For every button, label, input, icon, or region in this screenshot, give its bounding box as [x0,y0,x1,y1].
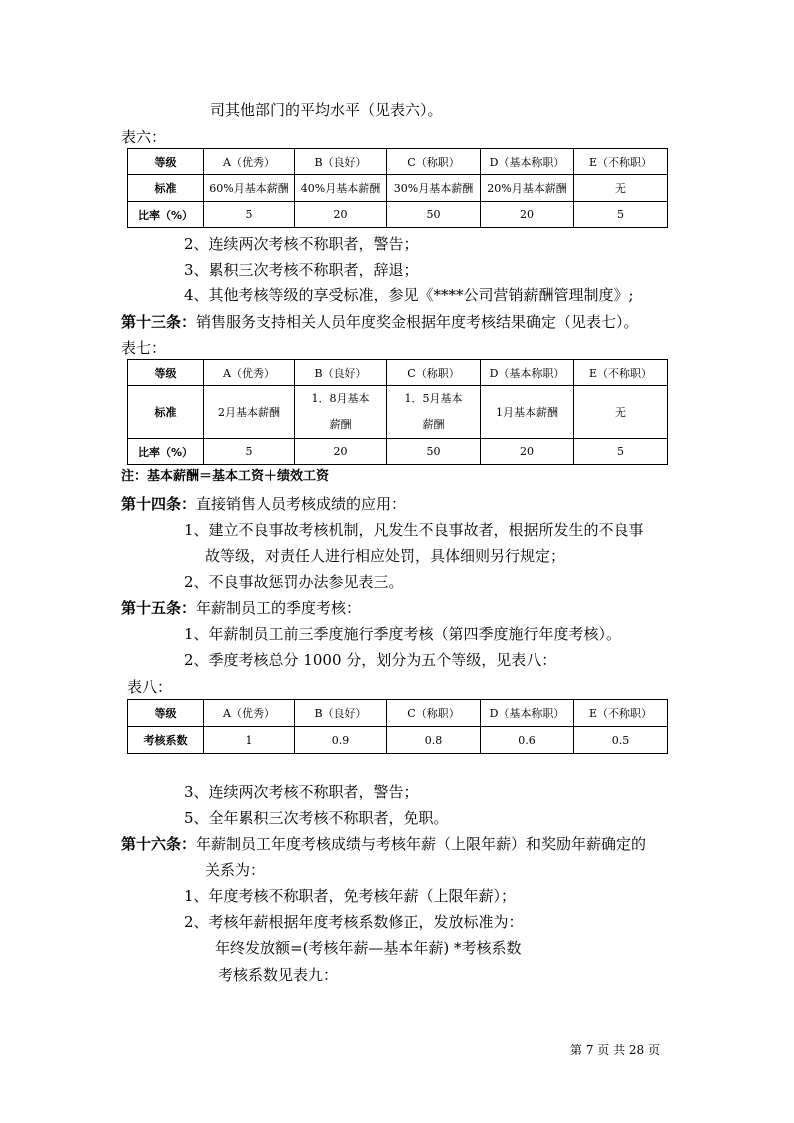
article-text: 直接销售人员考核成绩的应用： [196,495,407,513]
text-line: 2、不良事故惩罚办法参见表三。 [184,573,404,591]
article-line [121,312,639,332]
table-cell: 20 [295,202,387,228]
table-row [128,439,668,465]
article-number: 第十五条： [121,599,197,617]
table-cell: 1．8月基本薪酬 [295,386,387,439]
table-cell: 考核系数 [128,727,204,754]
table-cell: 无 [574,175,668,202]
table-cell: A（优秀） [204,700,295,727]
table-cell: 比率（%） [128,202,204,228]
table-row [128,149,668,175]
table-cell: 20 [295,439,387,465]
table-cell: B（良好） [295,360,387,386]
table-cell: 无 [574,386,668,439]
article-text: 年薪制员工年度考核成绩与考核年薪（上限年薪）和奖励年薪确定的 [196,835,647,853]
table-cell: 等级 [128,700,204,727]
table-cell: 1．5月基本薪酬 [387,386,481,439]
table-row [128,700,668,727]
table-cell: C（称职） [387,360,481,386]
article-text: 销售服务支持相关人员年度奖金根据年度考核结果确定（见表七）。 [196,313,639,331]
text-line: 1、年度考核不称职者，免考核年薪（上限年薪）； [184,887,517,905]
formula-line: 年终发放额=(考核年薪—基本年薪) *考核系数 [215,939,522,957]
text-line: 1、年薪制员工前三季度施行季度考核（第四季度施行年度考核）。 [184,625,622,643]
table-caption: 表六： [121,128,167,146]
table-row [128,727,668,754]
page-number: 第 7 页 共 28 页 [570,1043,660,1057]
text-line: 2、季度考核总分 1000 分，划分为五个等级，见表八： [184,651,557,669]
article-number: 第十四条： [121,495,197,513]
text-line: 4、其他考核等级的享受标准，参见《****公司营销薪酬管理制度》; [184,286,634,304]
table-cell: D（基本称职） [481,700,574,727]
table-cell: 5 [204,439,295,465]
text-line: 3、连续两次考核不称职者，警告； [184,783,419,801]
table-eight [127,699,668,754]
article-text: 年薪制员工的季度考核： [196,599,362,617]
table-cell: 30%月基本薪酬 [387,175,481,202]
table-cell: 0.5 [574,727,668,754]
article-number: 第十六条： [121,835,197,853]
table-row [128,386,668,439]
table-cell: 20 [481,202,574,228]
table-row [128,360,668,386]
table-cell: 20%月基本薪酬 [481,175,574,202]
table-cell: E（不称职） [574,360,668,386]
table-cell: 0.8 [387,727,481,754]
text-line: 3、累积三次考核不称职者，辞退； [184,261,419,279]
table-cell: E（不称职） [574,149,668,175]
table-cell: 40%月基本薪酬 [295,175,387,202]
text-line: 关系为： [205,861,266,879]
table-note: 注：基本薪酬＝基本工资＋绩效工资 [121,469,330,484]
table-cell: 2月基本薪酬 [204,386,295,439]
table-cell: 0.6 [481,727,574,754]
table-cell: B（良好） [295,149,387,175]
article-line [121,834,646,854]
table-cell: 标准 [128,386,204,439]
text-line: 1、建立不良事故考核机制，凡发生不良事故者，根据所发生的不良事 [184,521,644,539]
article-line [121,598,361,618]
table-cell: 标准 [128,175,204,202]
text-line: 5、全年累积三次考核不称职者，免职。 [184,809,449,827]
table-cell: 0.9 [295,727,387,754]
table-cell: E（不称职） [574,700,668,727]
table-row [128,175,668,202]
article-line [121,494,406,514]
text-line: 故等级，对责任人进行相应处罚，具体细则另行规定； [205,547,566,565]
text-line: 2、考核年薪根据年度考核系数修正，发放标准为： [184,913,524,931]
table-cell: 5 [574,202,668,228]
table-cell: 等级 [128,360,204,386]
table-cell: D（基本称职） [481,360,574,386]
table-row [128,202,668,228]
table-seven [127,359,668,465]
table-cell: 50 [387,202,481,228]
table-cell: 等级 [128,149,204,175]
text-line: 考核系数见表九： [218,966,339,984]
text-line: 2、连续两次考核不称职者，警告； [184,235,419,253]
table-cell: D（基本称职） [481,149,574,175]
table-cell: B（良好） [295,700,387,727]
table-cell: C（称职） [387,700,481,727]
table-cell: 5 [574,439,668,465]
table-six [127,148,668,228]
table-cell: 比率（%） [128,439,204,465]
table-cell: 50 [387,439,481,465]
table-cell: C（称职） [387,149,481,175]
text-line: 司其他部门的平均水平（见表六）。 [210,101,443,119]
table-caption: 表八： [127,678,173,696]
table-caption: 表七： [121,339,167,357]
article-number: 第十三条： [121,313,197,331]
table-cell: A（优秀） [204,149,295,175]
table-cell: 60%月基本薪酬 [204,175,295,202]
table-cell: A（优秀） [204,360,295,386]
table-cell: 20 [481,439,574,465]
table-cell: 1 [204,727,295,754]
table-cell: 1月基本薪酬 [481,386,574,439]
table-cell: 5 [204,202,295,228]
